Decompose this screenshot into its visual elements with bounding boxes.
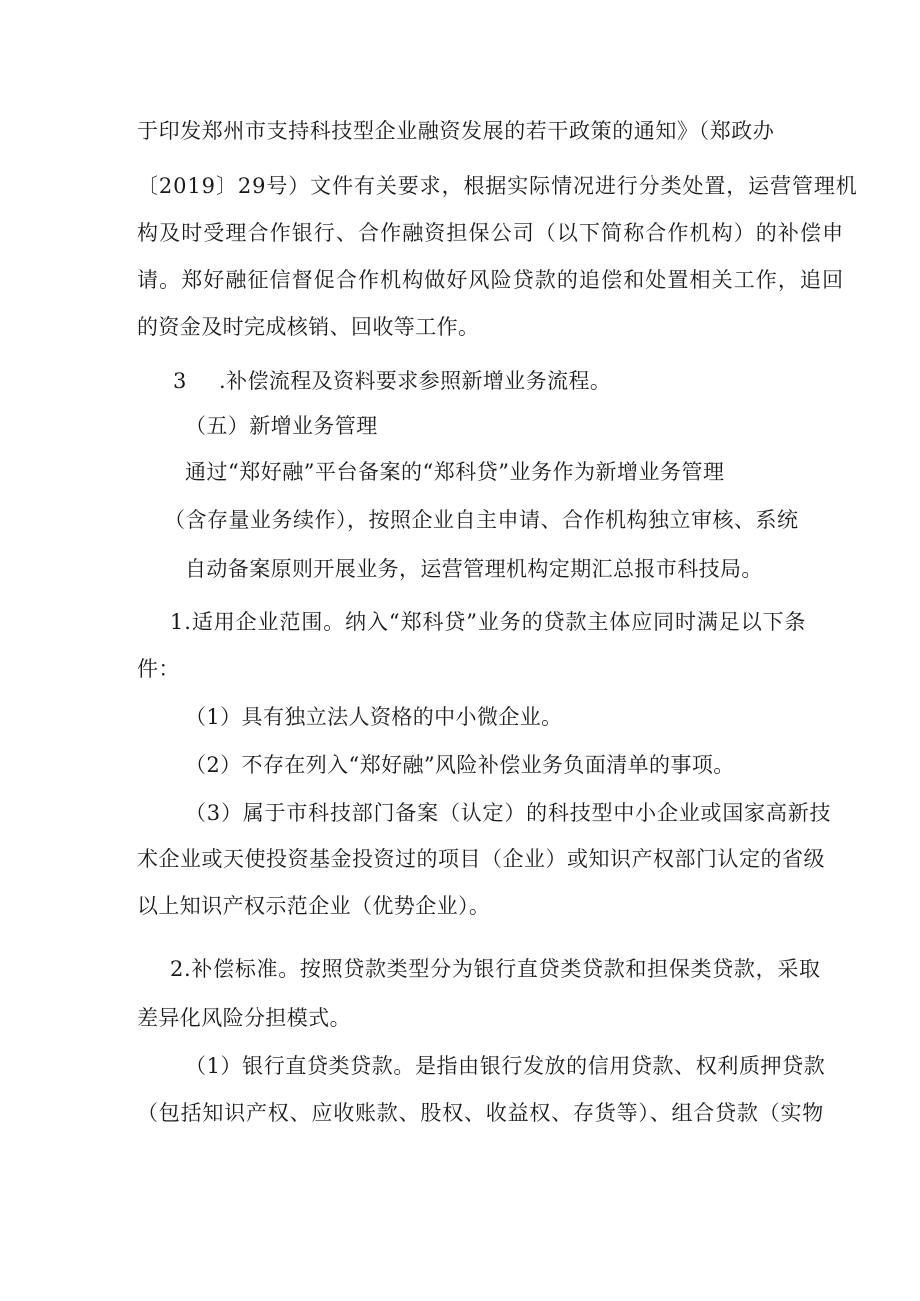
list-number: 3 — [173, 369, 187, 393]
list-item: 2.补偿标准。按照贷款类型分为银行直贷类贷款和担保类贷款，采取 — [170, 957, 821, 981]
list-item: （1）具有独立法人资格的中小微企业。 — [185, 705, 563, 729]
list-item: （3）属于市科技部门备案（认定）的科技型中小企业或国家高新技 — [185, 801, 832, 825]
text-line: 的资金及时完成核销、回收等工作。 — [137, 315, 480, 339]
text-line: 请。郑好融征信督促合作机构做好风险贷款的追偿和处置相关工作，追回 — [137, 268, 845, 292]
text-line: 〔2019〕29号）文件有关要求，根据实际情况进行分类处置，运营管理机 — [137, 174, 858, 198]
text-line: 通过“郑好融”平台备案的“郑科贷”业务作为新增业务管理 — [185, 460, 725, 484]
text-line: （包括知识产权、应收账款、股权、收益权、存货等）、组合贷款（实物 — [137, 1101, 825, 1125]
text-line: （含存量业务续作），按照企业自主申请、合作机构独立审核、系统 — [164, 508, 799, 532]
text-line: 于印发郑州市支持科技型企业融资发展的若干政策的通知》（郑政办 — [137, 119, 775, 143]
list-item-3 — [173, 367, 611, 395]
text-line: 差异化风险分担模式。 — [137, 1006, 351, 1030]
section-heading: （五）新增业务管理 — [185, 414, 378, 438]
list-item: 1.适用企业范围。纳入“郑科贷”业务的贷款主体应同时满足以下条 — [170, 610, 807, 634]
text-line: 自动备案原则开展业务，运营管理机构定期汇总报市科技局。 — [185, 557, 763, 581]
text-line: 以上知识产权示范企业（优势企业）。 — [137, 894, 491, 918]
text-line: 术企业或天使投资基金投资过的项目（企业）或知识产权部门认定的省级 — [137, 847, 825, 871]
list-item: （2）不存在列入“郑好融”风险补偿业务负面清单的事项。 — [185, 753, 735, 777]
text-line: 件： — [137, 657, 180, 681]
list-item-text: .补偿流程及资料要求参照新增业务流程。 — [219, 369, 612, 393]
text-line: 构及时受理合作银行、合作融资担保公司（以下简称合作机构）的补偿申 — [137, 221, 845, 245]
list-item: （1）银行直贷类贷款。是指由银行发放的信用贷款、权利质押贷款 — [185, 1054, 826, 1078]
